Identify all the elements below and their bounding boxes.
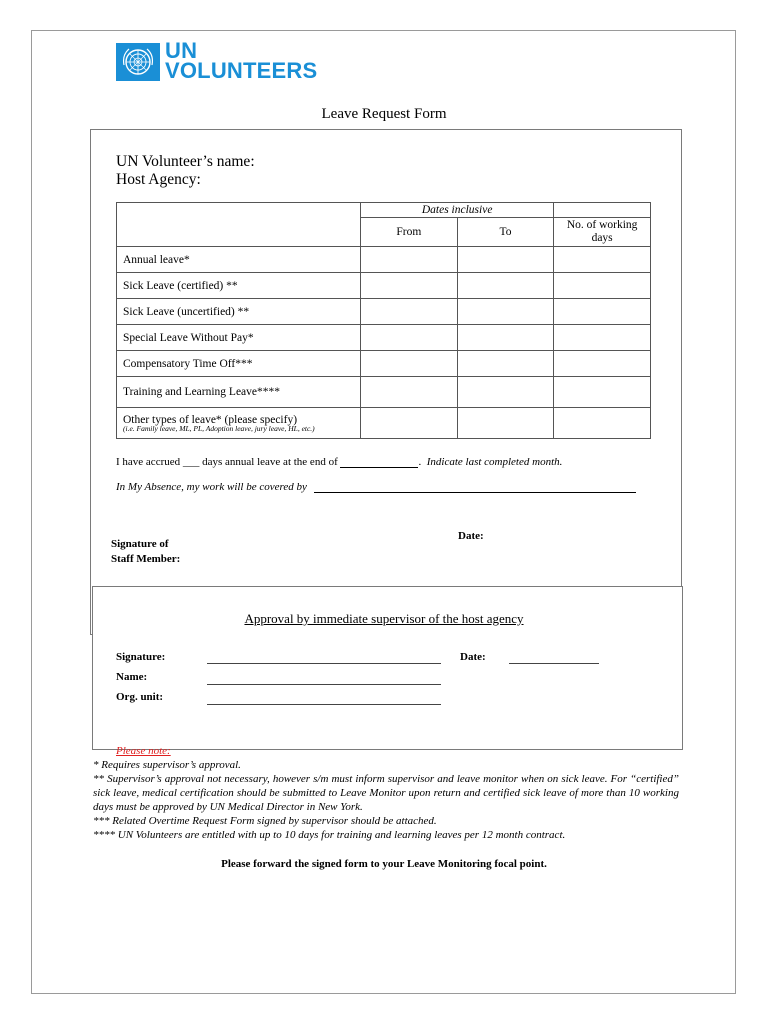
org-unit-field[interactable]: [207, 704, 441, 705]
supervisor-name-field[interactable]: [207, 684, 441, 685]
accrued-hint: Indicate last completed month.: [426, 456, 563, 468]
supervisor-date-label: Date:: [460, 651, 486, 663]
table-row: [117, 299, 651, 325]
table-row: [117, 408, 651, 439]
to-header: To: [457, 218, 554, 247]
staff-date-label: Date:: [458, 530, 484, 542]
other-leave-note: (i.e. Family leave, ML, PL, Adoption leave, jury leave, HL, etc.): [123, 423, 315, 433]
notes-heading: [93, 744, 679, 758]
notes-section: [93, 744, 679, 842]
accrued-suffix: .: [418, 456, 422, 468]
from-cell[interactable]: [361, 325, 458, 351]
table-row: [117, 377, 651, 408]
from-cell[interactable]: [361, 247, 458, 273]
absence-cover-field[interactable]: [314, 482, 636, 493]
from-cell[interactable]: [361, 273, 458, 299]
absence-label: In My Absence, my work will be covered by: [116, 481, 307, 493]
supervisor-signature-label: Signature:: [116, 651, 166, 663]
to-cell[interactable]: [457, 273, 554, 299]
from-cell[interactable]: [361, 299, 458, 325]
table-row: [117, 325, 651, 351]
logo-line-1: UN: [165, 38, 198, 63]
days-cell[interactable]: [554, 408, 651, 439]
form-title: Leave Request Form: [321, 106, 447, 122]
accrued-month-field[interactable]: [340, 457, 418, 468]
days-cell[interactable]: [554, 351, 651, 377]
days-cell[interactable]: [554, 325, 651, 351]
from-cell[interactable]: [361, 377, 458, 408]
approval-title: [0, 611, 768, 627]
volunteer-info: [116, 153, 255, 189]
from-cell[interactable]: [361, 351, 458, 377]
table-corner-cell: [117, 203, 361, 247]
to-cell[interactable]: [457, 247, 554, 273]
leave-type-label: Training and Learning Leave****: [117, 377, 361, 408]
forward-instruction: Please forward the signed form to your Leave Monitoring focal point.: [221, 858, 547, 870]
to-cell[interactable]: [457, 408, 554, 439]
absence-statement: [116, 481, 636, 493]
from-cell[interactable]: [361, 408, 458, 439]
org-unit-label: Org. unit:: [116, 691, 164, 703]
staff-signature-line1: Signature of: [111, 538, 169, 550]
table-row: [117, 351, 651, 377]
accrued-prefix: I have accrued ___ days annual leave at the end of: [116, 456, 338, 468]
to-cell[interactable]: [457, 299, 554, 325]
staff-signature-label: [111, 537, 180, 567]
table-row: [117, 247, 651, 273]
note-line: ** Supervisor’s approval not necessary, however s/m must inform supervisor and leave monitor when on sick leave. For “certified” sick leave, medical certification should be submitted to Leave Monitor upon return and certified sick leave of more than 10 working days must be approved by UN Medical Director in New York.: [93, 773, 679, 813]
leave-table: [116, 202, 651, 439]
table-row: [117, 273, 651, 299]
from-header: From: [361, 218, 458, 247]
host-agency-label: Host Agency:: [116, 171, 201, 188]
working-days-header: No. of working days: [554, 218, 651, 247]
to-cell[interactable]: [457, 325, 554, 351]
staff-signature-line2: Staff Member:: [111, 553, 181, 565]
supervisor-name-label: Name:: [116, 671, 148, 683]
volunteer-name-label: UN Volunteer’s name:: [116, 153, 255, 170]
dates-inclusive-header: Dates inclusive: [361, 203, 554, 218]
please-note-heading: Please note:: [116, 745, 171, 757]
days-cell[interactable]: [554, 377, 651, 408]
note-line: **** UN Volunteers are entitled with up to 10 days for training and learning leaves per 12 month contract.: [93, 829, 566, 841]
approval-title-text: Approval by immediate supervisor of the host agency: [244, 611, 524, 626]
days-cell[interactable]: [554, 299, 651, 325]
other-leave-label: Other types of leave* (please specify): [123, 413, 298, 426]
days-cell[interactable]: [554, 273, 651, 299]
days-cell[interactable]: [554, 247, 651, 273]
note-line: *** Related Overtime Request Form signed by supervisor should be attached.: [93, 815, 437, 827]
leave-type-label: Special Leave Without Pay*: [117, 325, 361, 351]
leave-type-label: Annual leave*: [117, 247, 361, 273]
supervisor-signature-field[interactable]: [207, 663, 441, 664]
supervisor-date-field[interactable]: [509, 663, 599, 664]
leave-type-label-other: [117, 408, 361, 439]
to-cell[interactable]: [457, 351, 554, 377]
logo-line-2: VOLUNTEERS: [165, 58, 318, 83]
leave-type-label: Sick Leave (uncertified) **: [117, 299, 361, 325]
note-line: * Requires supervisor’s approval.: [93, 759, 241, 771]
leave-type-label: Sick Leave (certified) **: [117, 273, 361, 299]
days-header-top: [554, 203, 651, 218]
accrued-statement: [116, 456, 562, 468]
to-cell[interactable]: [457, 377, 554, 408]
un-emblem-icon: [116, 43, 160, 81]
un-volunteers-logo: [165, 38, 318, 83]
leave-type-label: Compensatory Time Off***: [117, 351, 361, 377]
